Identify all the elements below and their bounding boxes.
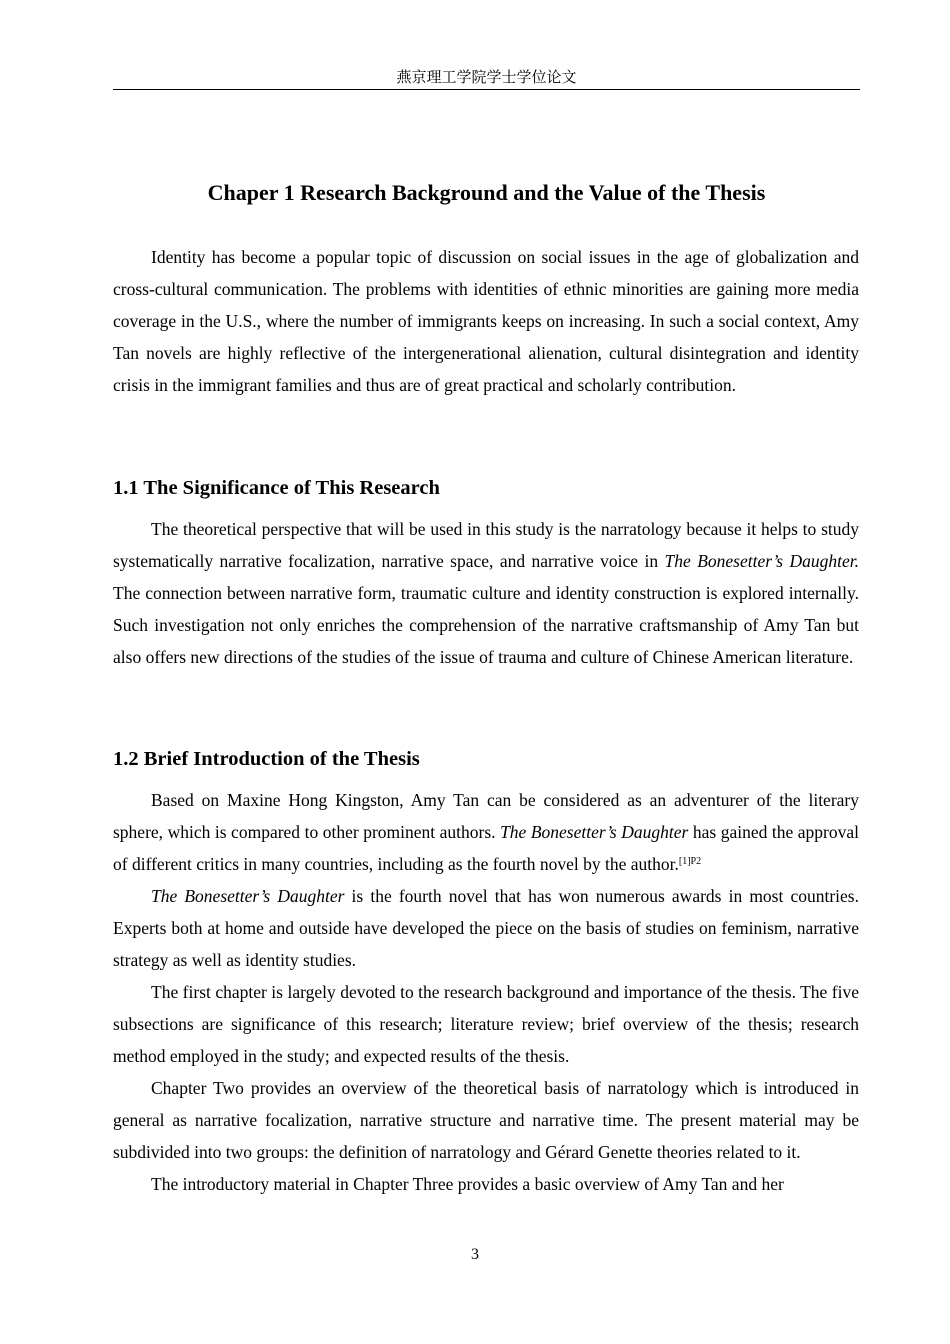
running-header: 燕京理工学院学士学位论文 xyxy=(113,66,860,90)
text-run: Based on Maxine Hong Kingston, Amy Tan can be considered as an adventurer of the literary sphere, which is compared to other prominent authors. xyxy=(113,790,859,842)
citation-marker: [1]P2 xyxy=(678,856,702,867)
section-heading-1-1: 1.1 The Significance of This Research xyxy=(113,477,440,499)
novel-title: The Bonesetter’s Daughter. xyxy=(664,551,860,571)
section-heading-1-2: 1.2 Brief Introduction of the Thesis xyxy=(113,748,420,770)
novel-title: The Bonesetter’s Daughter xyxy=(500,822,689,842)
intro-block xyxy=(113,241,859,401)
section-1-2-paragraph-5: The introductory material in Chapter Three provides a basic overview of Amy Tan and her xyxy=(151,1174,784,1194)
page-number: 3 xyxy=(471,1246,479,1263)
section-1-2-paragraph-2 xyxy=(113,880,859,976)
section-1-1-paragraph xyxy=(113,513,859,673)
text-run: The theoretical perspective that will be used in this study is the narratology because it helps to study systematically narrative focalization, narrative space, and narrative voice in xyxy=(113,519,859,571)
section-1-2-paragraph-4: Chapter Two provides an overview of the theoretical basis of narratology which is introduced in general as narrative focalization, narrative structure and narrative time. The present material may be subdivided into two groups: the definition of narratology and Gérard Genette theories related to it. xyxy=(113,1078,859,1162)
section-1-2-block xyxy=(113,784,859,1200)
chapter-title: Chaper 1 Research Background and the Value of the Thesis xyxy=(207,180,766,205)
text-run: The connection between narrative form, traumatic culture and identity construction is explored internally. Such investigation not only enriches the comprehension of the narrative craftsmanship of Amy Tan but also offers new directions of the studies of the issue of trauma and culture of Chinese American literature. xyxy=(113,583,859,667)
novel-title: The Bonesetter’s Daughter xyxy=(151,886,345,906)
intro-paragraph: Identity has become a popular topic of discussion on social issues in the age of globalization and cross-cultural communication. The problems with identities of ethnic minorities are gaining more media coverage in the U.S., where the number of immigrants keeps on increasing. In such a social context, Amy Tan novels are highly reflective of the intergenerational alienation, cultural disintegration and identity crisis in the immigrant families and thus are of great practical and scholarly contribution. xyxy=(113,247,859,395)
text-run: has gained the approval of different critics in many countries, including as the fourth novel by the author. xyxy=(113,822,860,874)
text-run: is the fourth novel that has won numerous awards in most countries. Experts both at home and outside have developed the piece on the basis of studies on feminism, narrative strategy as well as identity studies. xyxy=(113,886,859,970)
section-1-2-paragraph-1 xyxy=(113,784,859,880)
section-1-1-block xyxy=(113,513,859,673)
section-1-2-paragraph-3: The first chapter is largely devoted to the research background and importance of the thesis. The five subsections are significance of this research; literature review; brief overview of the thesis; research method employed in the study; and expected results of the thesis. xyxy=(113,982,859,1066)
